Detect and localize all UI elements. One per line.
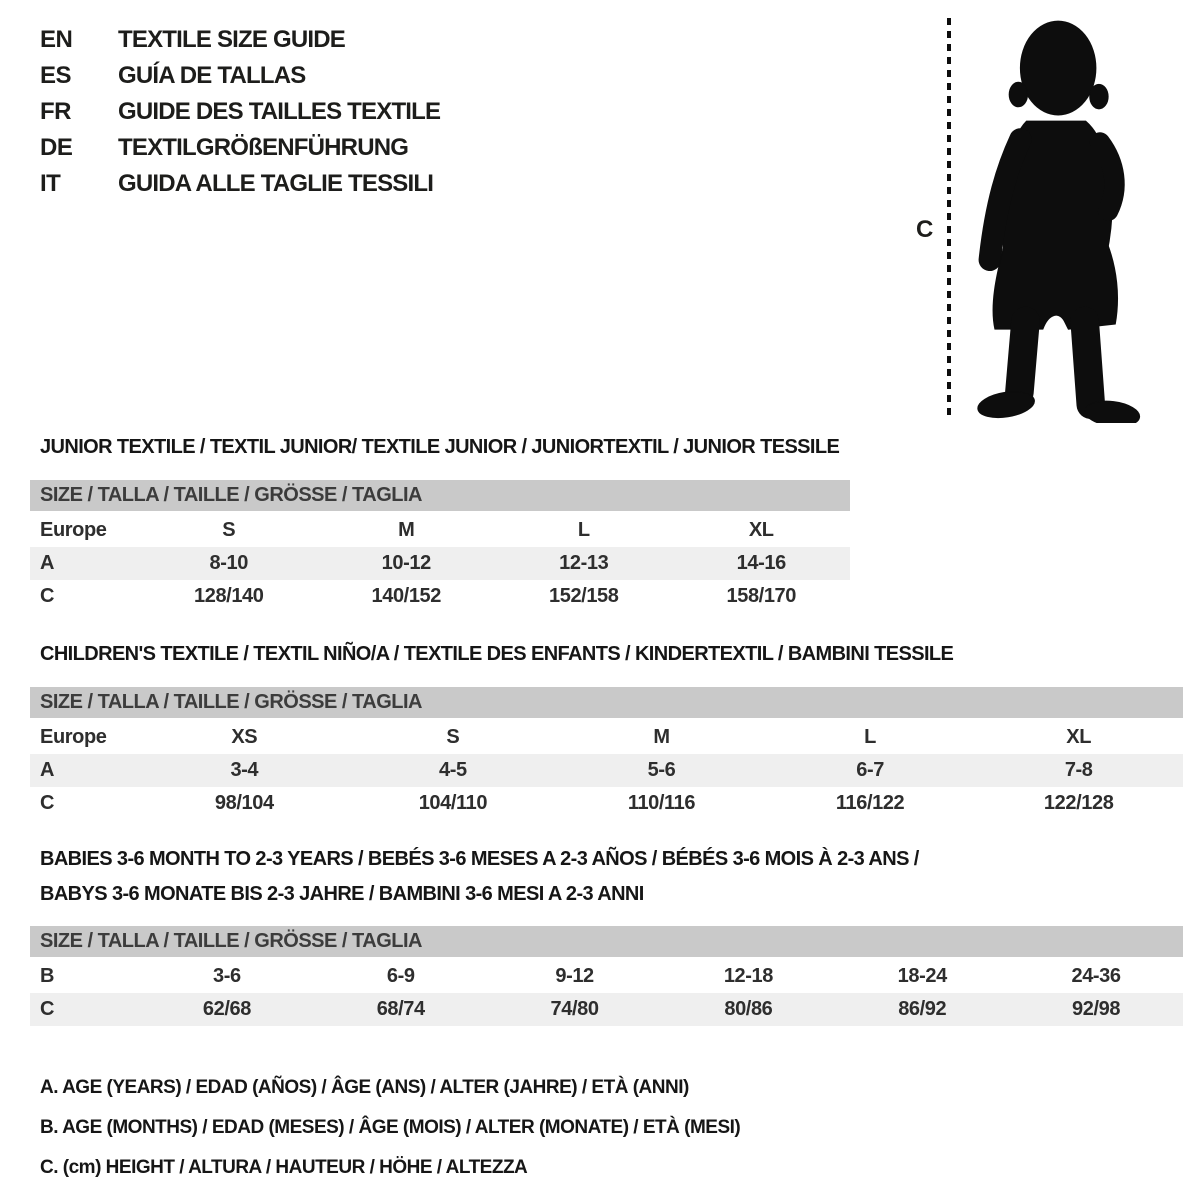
table-row-months [30,960,1183,993]
height-cell: 140/152 [371,585,441,607]
table-row-age [30,547,850,580]
size-cell: XL [748,519,774,541]
row-label: Europe [40,726,107,748]
legend-age-years: A. AGE (YEARS) / EDAD (AÑOS) / ÂGE (ANS) / ALTER (JAHRE) / ETÀ (ANNI) [40,1077,689,1098]
height-cell: 116/122 [835,792,905,814]
row-label: C [40,585,55,607]
lang-row-de [40,130,440,166]
months-cell: 24-36 [1071,965,1121,987]
row-label: A [40,759,55,781]
lang-row-es [40,58,440,94]
row-label: A [40,552,55,574]
lang-code: ES [40,62,72,89]
legend-height-cm: C. (cm) HEIGHT / ALTURA / HAUTEUR / HÖHE / ALTEZZA [40,1157,528,1178]
babies-section-title-line2: BABYS 3-6 MONATE BIS 2-3 JAHRE / BAMBINI 3-6 MESI A 2-3 ANNI [40,883,644,905]
months-cell: 6-9 [386,965,415,987]
junior-section-title: JUNIOR TEXTILE / TEXTIL JUNIOR/ TEXTILE JUNIOR / JUNIORTEXTIL / JUNIOR TESSILE [40,436,840,458]
size-cell: M [653,726,670,748]
height-cell: 92/98 [1072,998,1121,1020]
height-cell: 98/104 [214,792,274,814]
height-measure-label: C [916,216,934,243]
height-measure-line [947,18,951,416]
language-title-list [40,22,440,202]
row-label: C [40,792,55,814]
age-cell: 14-16 [736,552,786,574]
height-cell: 158/170 [726,585,796,607]
size-header-bar: SIZE / TALLA / TAILLE / GRÖSSE / TAGLIA [30,480,850,511]
lang-code: DE [40,134,73,161]
age-cell: 5-6 [647,759,676,781]
lang-code: IT [40,170,61,197]
lang-title: TEXTILE SIZE GUIDE [118,26,345,53]
table-row-europe [30,721,1183,754]
height-cell: 80/86 [724,998,773,1020]
months-cell: 18-24 [897,965,947,987]
lang-row-en [40,22,440,58]
measure-legend [40,1068,740,1188]
babies-section-title-line1: BABIES 3-6 MONTH TO 2-3 YEARS / BEBÉS 3-6 MESES A 2-3 AÑOS / BÉBÉS 3-6 MOIS À 2-3 ANS / [40,848,919,870]
height-cell: 74/80 [550,998,599,1020]
table-row-height [30,993,1183,1026]
row-label: B [40,965,55,987]
table-row-height [30,580,850,613]
size-cell: S [446,726,460,748]
table-row-age [30,754,1183,787]
age-cell: 3-4 [230,759,259,781]
height-cell: 104/110 [418,792,488,814]
age-cell: 12-13 [559,552,609,574]
height-figure [900,0,1200,430]
legend-age-months: B. AGE (MONTHS) / EDAD (MESES) / ÂGE (MOIS) / ALTER (MONATE) / ETÀ (MESI) [40,1117,741,1138]
children-size-table [30,687,1183,820]
lang-title: TEXTILGRÖßENFÜHRUNG [118,134,409,161]
lang-title: GUIDA ALLE TAGLIE TESSILI [118,170,434,197]
months-cell: 9-12 [555,965,594,987]
height-cell: 122/128 [1043,792,1114,814]
row-label: C [40,998,55,1020]
height-cell: 68/74 [376,998,425,1020]
size-cell: XS [231,726,258,748]
babies-size-table [30,926,1183,1026]
height-cell: 152/158 [549,585,619,607]
table-row-height [30,787,1183,820]
size-cell: M [398,519,415,541]
height-cell: 62/68 [202,998,251,1020]
age-cell: 7-8 [1064,759,1093,781]
row-label: Europe [40,519,107,541]
months-cell: 12-18 [723,965,773,987]
size-header-bar: SIZE / TALLA / TAILLE / GRÖSSE / TAGLIA [30,687,1183,718]
age-cell: 4-5 [439,759,467,781]
age-cell: 8-10 [209,552,248,574]
height-cell: 86/92 [898,998,947,1020]
children-section-title: CHILDREN'S TEXTILE / TEXTIL NIÑO/A / TEXTILE DES ENFANTS / KINDERTEXTIL / BAMBINI TESSILE [40,643,954,665]
size-cell: L [577,519,590,541]
lang-code: EN [40,26,73,53]
size-cell: S [222,519,236,541]
size-cell: L [864,726,876,748]
lang-code: FR [40,98,71,125]
months-cell: 3-6 [213,965,241,987]
table-row-europe [30,514,850,547]
age-cell: 10-12 [381,552,431,574]
lang-row-fr [40,94,440,130]
lang-title: GUIDE DES TAILLES TEXTILE [118,98,441,125]
height-cell: 128/140 [194,585,264,607]
lang-row-it [40,166,440,202]
toddler-silhouette-image [958,15,1143,423]
size-cell: XL [1066,726,1092,748]
size-header-bar: SIZE / TALLA / TAILLE / GRÖSSE / TAGLIA [30,926,1183,957]
height-cell: 110/116 [627,792,696,814]
lang-title: GUÍA DE TALLAS [118,62,306,89]
age-cell: 6-7 [856,759,884,781]
junior-size-table [30,480,850,613]
